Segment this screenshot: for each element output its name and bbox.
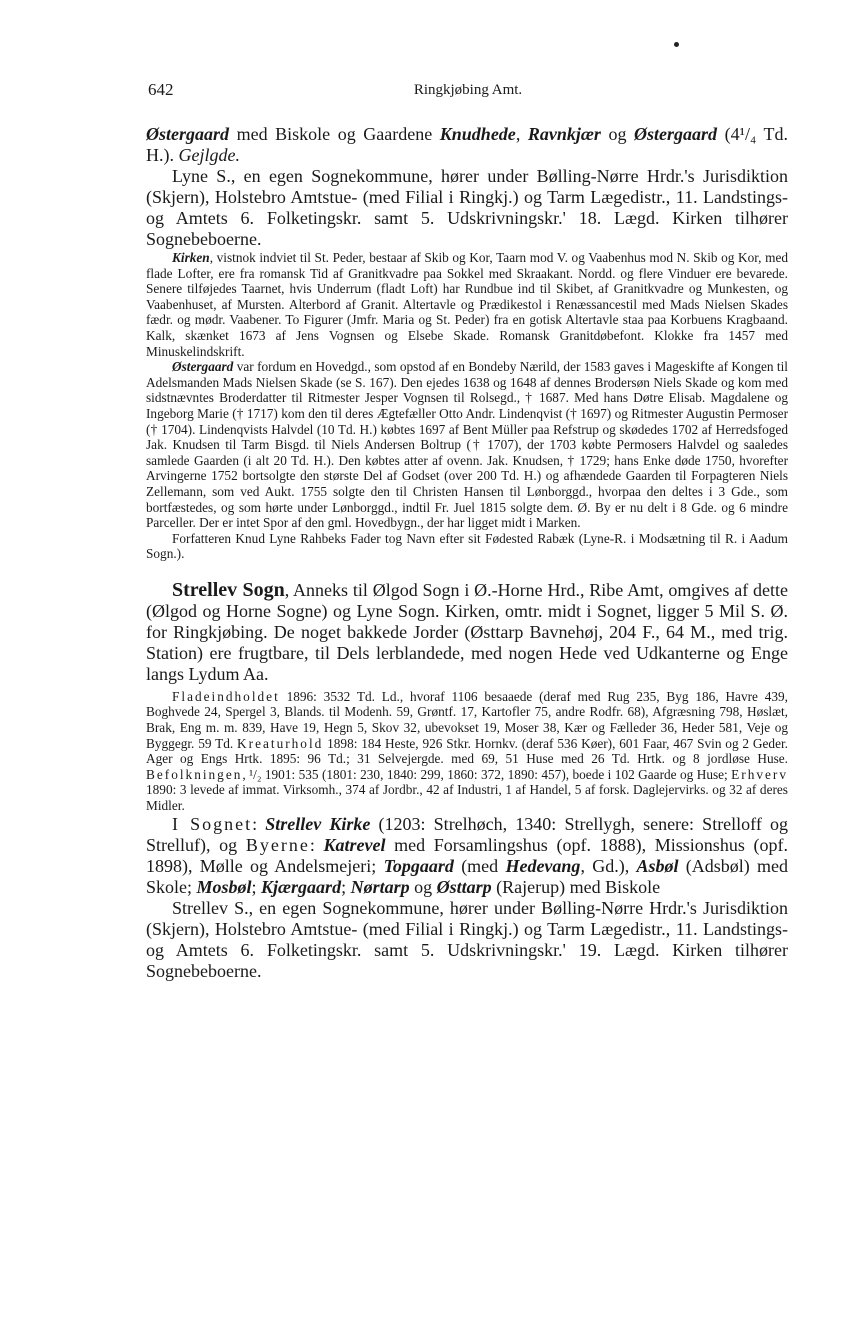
place-name: Kjærgaard bbox=[261, 876, 342, 897]
print-speck bbox=[674, 42, 679, 47]
stat-label: I Sognet bbox=[172, 813, 253, 834]
paragraph-strellev-sogn bbox=[146, 580, 788, 685]
page-body bbox=[146, 124, 788, 982]
stat-label: Fladeindholdet bbox=[172, 688, 280, 704]
place-name: Mosbøl bbox=[196, 876, 252, 897]
page-header bbox=[148, 80, 788, 104]
paragraph-ostergaard-history bbox=[146, 359, 788, 531]
text-run: , Anneks til Ølgod Sogn i Ø.-Horne Hrd., Ribe Amt, omgives af dette (Ølgod og Horne Sogne) og Lyne Sogn. Kirken, omtr. midt i Sognet, ligger 5 Mil S. Ø. for Ringkjøbing. De noget bakkede Jorder (Østtarp Bavnehøj, 204 F., 64 M., med trig. Station) ere frugtbare, til Dels lerblandede, med nogen Hede ved Udkanterne og Enge langs Lydum Aa. bbox=[146, 579, 788, 684]
paragraph-rahbek: Forfatteren Knud Lyne Rahbeks Fader tog Navn efter sit Fødested Rabæk (Lyne-R. i Modsætning til R. i Aadum Sogn.). bbox=[146, 530, 788, 562]
text-run: : bbox=[252, 813, 266, 834]
text-run: 1890: 3 levede af immat. Virksomh., 374 af Jordbr., 42 af Industri, 1 af Handel, 5 af forsk. Daglejervirks. og 32 af deres Midler. bbox=[146, 782, 788, 814]
text-run: (med bbox=[453, 855, 506, 876]
place-name: Østergaard bbox=[634, 124, 718, 144]
text-run: (Rajerup) med Biskole bbox=[491, 876, 661, 897]
section-lead: Østergaard bbox=[172, 359, 234, 375]
text-run: ; bbox=[251, 876, 262, 897]
text-run: og bbox=[600, 124, 635, 144]
text-run: , Gd.), bbox=[580, 855, 637, 876]
text-run: (Adsbøl) med Skole; bbox=[146, 855, 789, 897]
place-name: Asbøl bbox=[636, 855, 679, 876]
text-run: med Biskole og Gaardene bbox=[229, 124, 440, 144]
text-run: var fordum en Hovedgd., som opstod af en Bondeby Nærild, der 1583 gaves i Mageskifte af Kongen til Adelsmanden Mads Nielsen Skade (se S. 167). Den ejedes 1638 og 1648 af dennes Brodersøn Niels Skade og kom med sidstnævntes Broderdatter til Ritmester Jesper Vognsen til Rolsegd., † 1687. Med hans Døtre Elisab. Magdalene og Ingeborg Marie († 1717) kom den til deres Ægtefæller Otto Andr. Lindenqvist († 1697) og Ritmester Augustin Permoser († 1704). Lindenqvists Halvdel (10 Td. H.) købtes 1697 af Bent Müller paa Refstrup og skødedes 1702 af Herredsfoged Jak. Knudsen til Tarm Bisgd. til Niels Andersen Boltrup († 1707), der 1703 købte Permosers Halvdel og saaledes samlede Gaarden (i alt 20 Td. H.). Den købtes atter af ovenn. Jak. Knudsen, † 1729; hans Enke døde 1750, hvorefter Arvingerne 1752 bortsolgte den største Del af Godset (over 200 Td. H.) og afhændede Gaarden til Forpagteren Niels Zellemann, som ved Aukt. 1755 solgte den til Christen Hansen til Lønborggd., hvorpaa den deltes i 3 Gde., som bortfæstedes, og som hørte under Lønborggd., indtil Fr. Juel 1815 solgte dem. Ø. By er nu delt i 8 Gde. og 6 mindre Parceller. Der er intet Spor af den gml. Hovedbygn., der har ligget midt i Marken. bbox=[146, 359, 788, 531]
stat-label: Befolkningen bbox=[146, 766, 243, 782]
paragraph-lyne-municipality: Lyne S., en egen Sognekommune, hører under Bølling-Nørre Hrdr.'s Jurisdiktion (Skjern), Holstebro Amtstue- (med Filial i Ringkj.) og Tarm Lægedistr., 11. Landstings- og Amtets 6. Folketingskr. samt 5. Udskrivningskr.' 18. Lægd. Kirken tilhører Sognebeboerne. bbox=[146, 166, 788, 249]
place-name: Ravnkjær bbox=[527, 124, 601, 144]
place-name: Østtarp bbox=[436, 876, 492, 897]
text-run: , ¹/₂ 1901: 535 (1801: 230, 1840: 299, 1860: 372, 1890: 457), boede i 102 Gaarde og Huse; bbox=[242, 766, 732, 782]
paragraph-strellev-municipality: Strellev S., en egen Sognekommune, hører under Bølling-Nørre Hrdr.'s Jurisdiktion (Skjern), Holstebro Amtstue- (med Filial i Ringkj.) og Tarm Lægedistr., 11. Landstings- og Amtets 6. Folketingskr. samt 5. Udskrivningskr.' 19. Lægd. Kirken tilhører Sognebeboerne. bbox=[146, 897, 788, 981]
text-run: (1203: Strelhøch, 1340: Strellygh, senere: Strelloff og Strelluf), og bbox=[146, 813, 788, 855]
text-run: (4¹/₄ Td. H.). bbox=[146, 124, 788, 165]
section-lead: Kirken bbox=[172, 250, 210, 265]
section-gap bbox=[146, 562, 788, 580]
paragraph-i-sognet bbox=[146, 814, 788, 898]
text-run: 1896: 3532 Td. Ld., hvoraf 1106 besaaede (deraf med Rug 235, Byg 186, Havre 439, Boghvede 24, Spergel 3, Blands. til Modenh. 59, Grøntf. 17, Kartofler 75, andre Rodfr. 68), Afgræsning 798, Høslæt, Brak, Eng m. m. 839, Have 19, Hegn 5, Skov 32, ubevokset 19, Moser 38, Kær og Fælleder 36, Heder 581, Veje og Byggegr. 59 Td. bbox=[146, 688, 788, 751]
text-run: : bbox=[309, 834, 324, 855]
page-number: 642 bbox=[148, 80, 174, 99]
text-run: , bbox=[515, 124, 528, 144]
text-run: og bbox=[409, 876, 437, 897]
paragraph-statistics bbox=[146, 689, 788, 814]
place-name: Topgaard bbox=[383, 855, 454, 876]
paragraph-kirken bbox=[146, 250, 788, 359]
text-run: med Forsamlingshus (opf. 1888), Missionshus (opf. 1898), Mølle og Andelsmejeri; bbox=[146, 834, 788, 876]
place-name: Knudhede bbox=[439, 124, 516, 144]
running-title: Ringkjøbing Amt. bbox=[413, 82, 523, 98]
place-name: Gejlgde. bbox=[178, 145, 240, 165]
stat-label: Byerne bbox=[245, 834, 310, 855]
place-name: Nørtarp bbox=[350, 876, 410, 897]
place-name: Strellev Kirke bbox=[265, 813, 371, 834]
stat-label: Erhverv bbox=[731, 766, 788, 782]
place-name: Østergaard bbox=[146, 124, 230, 144]
text-run: ; bbox=[341, 876, 351, 897]
section-heading: Strellev Sogn bbox=[172, 578, 285, 601]
text-run: , vistnok indviet til St. Peder, bestaar af Skib og Kor, Taarn mod V. og Vaabenhus mod N. Skib og Kor, med flade Lofter, ere fra romansk Tid af Granitkvadre paa Sokkel med Skraakant. Nordd. og flere Vinduer ere bevarede. Senere tilføjedes Taarnet, hvis Underrum (fladt Loft) har Rundbue ind til Skibet, af Granitkvadre og Munkesten, og Vaabenhuset, af Mursten. Alterbord af Granit. Altertavle og Prædikestol i Renæssancestil med Mads Nielsen Skades fædr. og mødr. Vaabener. To Figurer (Jmfr. Maria og St. Peder) fra en gotisk Altertavle staa paa Korbuens Kragbaand. Kalk, skænket 1673 af Jens Vognsen og Elsebe Skade. Romansk Granitdøbefont. Klokke fra 1457 med Minuskelindskrift. bbox=[146, 250, 788, 359]
stat-label: Kreaturhold bbox=[237, 735, 324, 751]
place-name: Hedevang bbox=[505, 855, 581, 876]
place-name: Katrevel bbox=[323, 834, 386, 855]
paragraph-ostergaard-intro bbox=[146, 124, 788, 166]
text-run: 1898: 184 Heste, 926 Stkr. Hornkv. (deraf 536 Køer), 601 Faar, 467 Svin og 2 Geder. Ager og Engs Hrtk. 1895: 96 Td.; 31 Selvejergde. med 69, 51 Huse med 26 Td. Hrtk. og 8 jordløse Huse. bbox=[146, 735, 788, 767]
